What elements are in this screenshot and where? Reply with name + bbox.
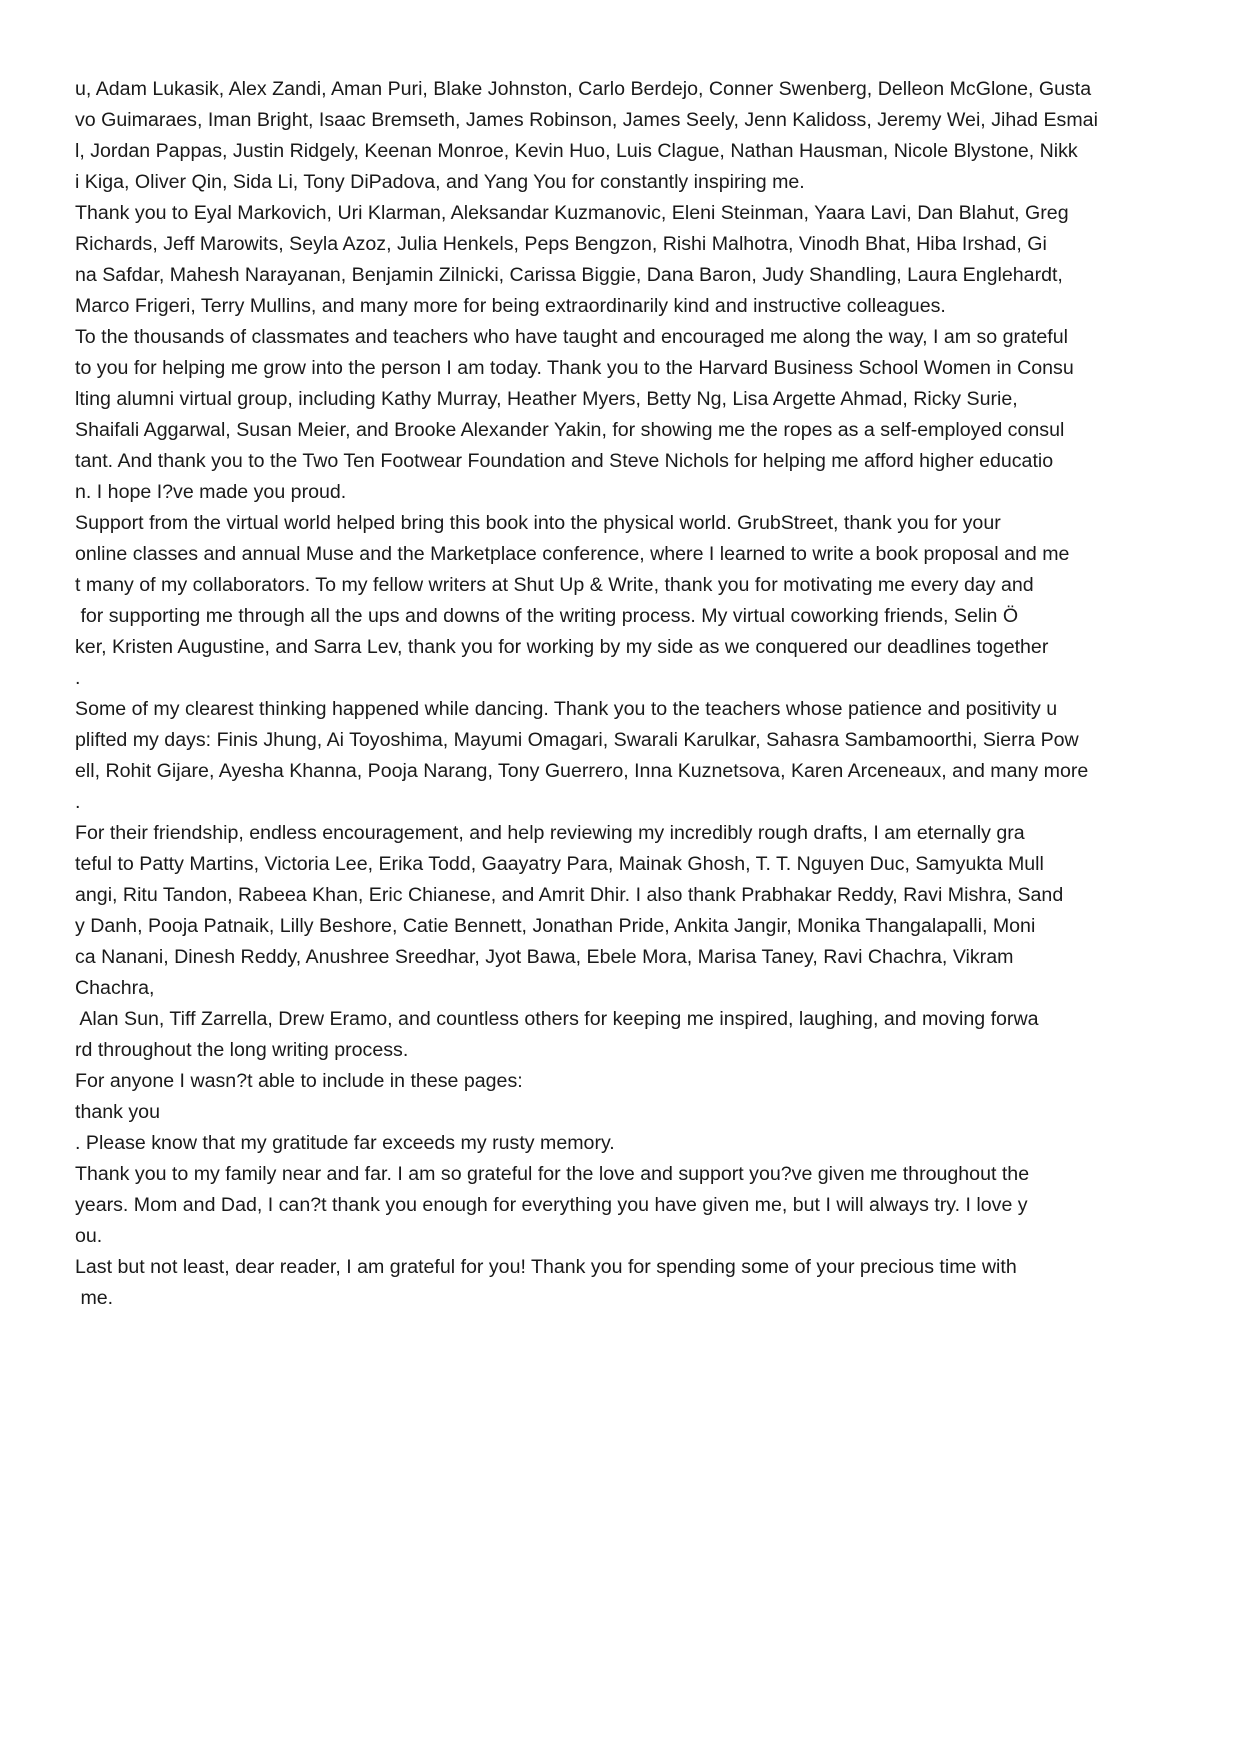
- text-line: . Please know that my gratitude far exceeds my rusty memory.: [75, 1132, 615, 1154]
- text-line: Alan Sun, Tiff Zarrella, Drew Eramo, and countless others for keeping me inspired, laughing, and moving forwa: [75, 1008, 1039, 1030]
- text-line: Chachra,: [75, 977, 155, 999]
- text-line: for supporting me through all the ups and downs of the writing process. My virtual coworking friends, Selin Ö: [75, 605, 1019, 627]
- text-line: Support from the virtual world helped bring this book into the physical world. GrubStreet, thank you for your: [75, 512, 1001, 534]
- text-line: rd throughout the long writing process.: [75, 1039, 409, 1061]
- text-line: l, Jordan Pappas, Justin Ridgely, Keenan Monroe, Kevin Huo, Luis Clague, Nathan Hausman, Nicole Blystone, Nikk: [75, 140, 1078, 162]
- text-line: n. I hope I?ve made you proud.: [75, 481, 347, 503]
- text-line: thank you: [75, 1101, 160, 1123]
- text-line: teful to Patty Martins, Victoria Lee, Erika Todd, Gaayatry Para, Mainak Ghosh, T. T. Nguyen Duc, Samyukta Mull: [75, 853, 1044, 875]
- text-line: Thank you to Eyal Markovich, Uri Klarman, Aleksandar Kuzmanovic, Eleni Steinman, Yaara Lavi, Dan Blahut, Greg: [75, 202, 1069, 224]
- text-line: to you for helping me grow into the person I am today. Thank you to the Harvard Business School Women in Consu: [75, 357, 1074, 379]
- text-line: ou.: [75, 1225, 103, 1247]
- text-line: y Danh, Pooja Patnaik, Lilly Beshore, Catie Bennett, Jonathan Pride, Ankita Jangir, Monika Thangalapalli, Moni: [75, 915, 1036, 937]
- text-line: plifted my days: Finis Jhung, Ai Toyoshima, Mayumi Omagari, Swarali Karulkar, Sahasra Sambamoorthi, Sierra Pow: [75, 729, 1079, 751]
- text-line: .: [75, 791, 81, 813]
- text-line: Shaifali Aggarwal, Susan Meier, and Brooke Alexander Yakin, for showing me the ropes as a self-employed consul: [75, 419, 1065, 441]
- text-line: i Kiga, Oliver Qin, Sida Li, Tony DiPadova, and Yang You for constantly inspiring me.: [75, 171, 805, 193]
- text-line: Last but not least, dear reader, I am grateful for you! Thank you for spending some of your precious time with: [75, 1256, 1017, 1278]
- text-line: ker, Kristen Augustine, and Sarra Lev, thank you for working by my side as we conquered our deadlines together: [75, 636, 1049, 658]
- text-line: Some of my clearest thinking happened while dancing. Thank you to the teachers whose patience and positivity u: [75, 698, 1058, 720]
- text-line: For anyone I wasn?t able to include in these pages:: [75, 1070, 523, 1092]
- text-line: me.: [75, 1287, 114, 1309]
- text-line: .: [75, 667, 81, 689]
- document-page: [75, 74, 1185, 1314]
- text-line: online classes and annual Muse and the Marketplace conference, where I learned to write a book proposal and me: [75, 543, 1070, 565]
- text-line: na Safdar, Mahesh Narayanan, Benjamin Zilnicki, Carissa Biggie, Dana Baron, Judy Shandling, Laura Englehardt,: [75, 264, 1063, 286]
- text-line: Thank you to my family near and far. I am so grateful for the love and support you?ve given me throughout the: [75, 1163, 1030, 1185]
- text-line: angi, Ritu Tandon, Rabeea Khan, Eric Chianese, and Amrit Dhir. I also thank Prabhakar Reddy, Ravi Mishra, Sand: [75, 884, 1064, 906]
- text-line: For their friendship, endless encouragement, and help reviewing my incredibly rough drafts, I am eternally gra: [75, 822, 1025, 844]
- text-line: t many of my collaborators. To my fellow writers at Shut Up & Write, thank you for motivating me every day and: [75, 574, 1034, 596]
- text-line: Marco Frigeri, Terry Mullins, and many more for being extraordinarily kind and instructive colleagues.: [75, 295, 946, 317]
- text-line: To the thousands of classmates and teachers who have taught and encouraged me along the way, I am so grateful: [75, 326, 1069, 348]
- text-line: Richards, Jeff Marowits, Seyla Azoz, Julia Henkels, Peps Bengzon, Rishi Malhotra, Vinodh Bhat, Hiba Irshad, Gi: [75, 233, 1047, 255]
- text-line: tant. And thank you to the Two Ten Footwear Foundation and Steve Nichols for helping me afford higher educatio: [75, 450, 1054, 472]
- text-line: vo Guimaraes, Iman Bright, Isaac Bremseth, James Robinson, James Seely, Jenn Kalidoss, Jeremy Wei, Jihad Esmai: [75, 109, 1098, 131]
- text-line: u, Adam Lukasik, Alex Zandi, Aman Puri, Blake Johnston, Carlo Berdejo, Conner Swenberg, Delleon McGlone, Gusta: [75, 78, 1092, 100]
- text-line: lting alumni virtual group, including Kathy Murray, Heather Myers, Betty Ng, Lisa Argette Ahmad, Ricky Surie,: [75, 388, 1018, 410]
- text-line: ca Nanani, Dinesh Reddy, Anushree Sreedhar, Jyot Bawa, Ebele Mora, Marisa Taney, Ravi Chachra, Vikram: [75, 946, 1014, 968]
- text-line: years. Mom and Dad, I can?t thank you enough for everything you have given me, but I will always try. I love y: [75, 1194, 1028, 1216]
- text-line: ell, Rohit Gijare, Ayesha Khanna, Pooja Narang, Tony Guerrero, Inna Kuznetsova, Karen Arceneaux, and many more: [75, 760, 1089, 782]
